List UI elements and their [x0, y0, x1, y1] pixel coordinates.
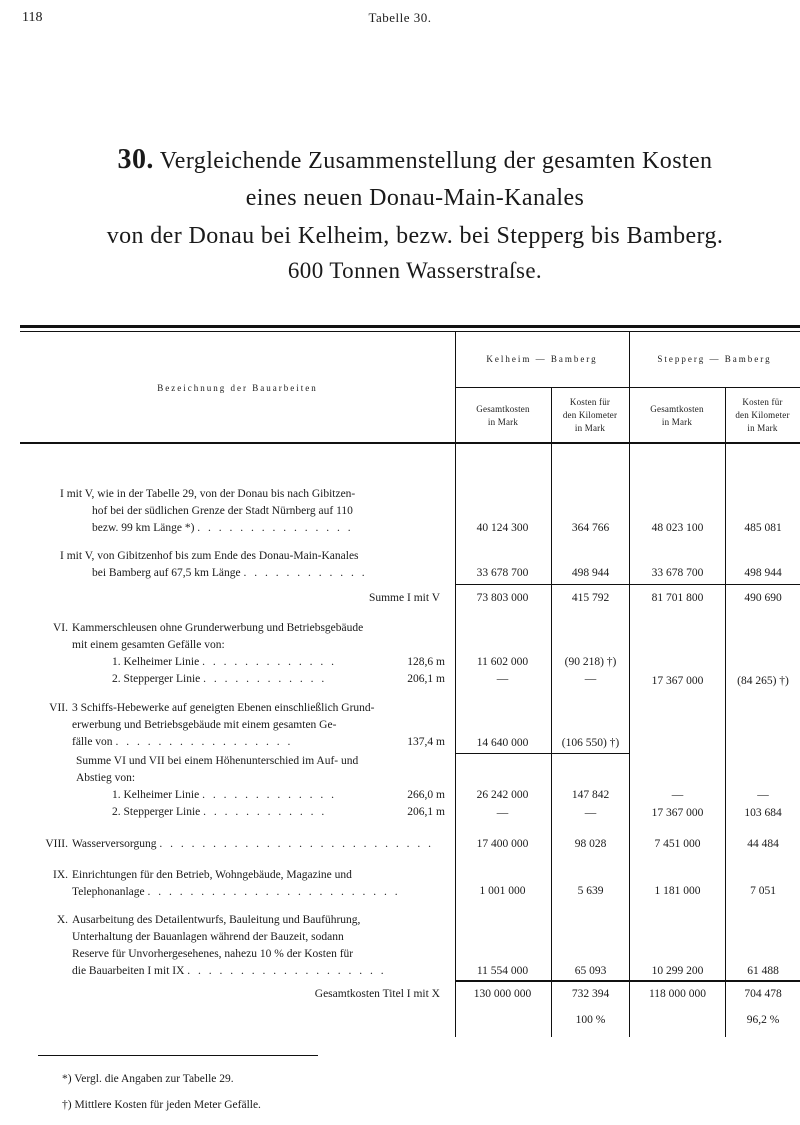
running-header: Tabelle 30.: [368, 10, 432, 25]
cell-value: 130 000 000: [473, 988, 532, 1000]
cell-value: 61 488: [747, 965, 779, 977]
col-divider-4: [725, 387, 726, 1037]
col-header-km-s: Kosten für den Kilometer in Mark: [735, 397, 790, 433]
roman-numeral: X.: [56, 914, 68, 926]
cell-value: 14 640 000: [476, 737, 529, 749]
cell-value: 40 124 300: [476, 522, 529, 534]
cell-value: 11 554 000: [476, 965, 529, 977]
col-header-total-k: Gesamtkosten in Mark: [476, 404, 530, 427]
cell-value: 364 766: [571, 522, 610, 534]
roman-numeral: IX.: [52, 869, 68, 881]
row-value: 137,4 m: [407, 736, 445, 748]
row-text: hof bei der südlichen Grenze der Stadt Nürnberg auf 110: [92, 505, 353, 517]
cell-value: —: [584, 673, 597, 685]
cell-value: 17 367 000: [651, 675, 704, 687]
cell-value: 732 394: [571, 988, 610, 1000]
cell-value: 17 400 000: [476, 838, 529, 850]
cell-value: 33 678 700: [476, 567, 529, 579]
cell-value: 81 701 800: [651, 592, 704, 604]
row-text: 1. Kelheimer Linie: [112, 656, 200, 668]
row-text: Unterhaltung der Bauanlagen während der Bauzeit, sodann: [72, 931, 344, 943]
cell-value: (106 550) †): [561, 737, 620, 749]
total-rule: [455, 980, 800, 982]
row-text: bei Bamberg auf 67,5 km Länge: [92, 567, 241, 579]
row-text: 3 Schiffs-Hebewerke auf geneigten Ebenen einschließlich Grund-: [72, 702, 375, 714]
cell-value: 103 684: [744, 807, 782, 819]
row-value: 128,6 m: [407, 656, 445, 668]
row-text: fälle von: [72, 736, 113, 748]
cell-value: 118 000 000: [648, 988, 707, 1000]
total-label: Gesamtkosten Titel I mit X: [314, 988, 440, 1000]
group-header-kelheim: Kelheim — Bamberg: [486, 354, 598, 364]
cell-value: —: [671, 789, 684, 801]
page-number: 118: [22, 10, 43, 25]
row-text: erwerbung und Betriebsgebäude mit einem gesamten Ge-: [72, 719, 337, 731]
sum-rule: [455, 584, 800, 585]
cell-value: —: [496, 807, 509, 819]
cell-value: —: [757, 789, 769, 801]
group-header-rule: [455, 387, 800, 388]
cell-value: 7 451 000: [654, 838, 701, 850]
cell-value: 485 081: [744, 522, 782, 534]
cell-value: 98 028: [574, 838, 607, 850]
row-text: Telephonanlage: [72, 886, 145, 898]
cell-value: 7 051: [750, 885, 776, 897]
row-ix-einrichtungen: IX. Einrichtungen für den Betrieb, Wohngebäude, Magazine und Telephonanlage . . . . . . . . . . . . . . . . . . . . . . . .: [40, 867, 445, 901]
row-text: mit einem gesamten Gefälle von:: [72, 639, 225, 651]
roman-numeral: VIII.: [45, 838, 68, 850]
subtitle: 600 Tonnen Wasserstraſse.: [287, 258, 543, 283]
sum-i-v-label: Summe I mit V: [368, 592, 440, 604]
row-viii-wasserversorgung: VIII. Wasserversorgung . . . . . . . . . . . . . . . . . . . . . . . . . .: [40, 836, 445, 853]
row-text: 2. Stepperger Linie: [112, 806, 201, 818]
row-value: 266,0 m: [407, 789, 445, 801]
cell-value: 48 023 100: [651, 522, 704, 534]
row-value: 206,1 m: [407, 806, 445, 818]
cell-value: —: [496, 673, 509, 685]
row-text: I mit V, von Gibitzenhof bis zum Ende des Donau-Main-Kanales: [60, 550, 359, 562]
row-text: Summe VI und VII bei einem Höhenunterschied im Auf- und: [76, 755, 359, 767]
title-line-2: eines neuen Donau-Main-Kanales: [245, 185, 585, 211]
footnote-rule: [38, 1055, 318, 1056]
row-vii-hebewerke: VII. 3 Schiffs-Hebewerke auf geneigten Ebenen einschließlich Grund- erwerbung und Betriebsgebäude mit einem gesamten Ge- fälle von . . . . . . . . . . . . . . . . . 137,4 m: [40, 700, 445, 751]
row-vi-kammerschleusen: VI. Kammerschleusen ohne Grunderwerbung und Betriebsgebäude mit einem gesamten Gefälle von: 1. Kelheimer Linie . . . . . . . . . . . . . 128,6 m 2. Stepperger Linie . . . . . . . . . . . . 206,1 m: [40, 620, 445, 688]
row-i-v-bamberg: I mit V, von Gibitzenhof bis zum Ende des Donau-Main-Kanales bei Bamberg auf 67,5 km Länge . . . . . . . . . . . .: [40, 548, 445, 582]
row-text: Kammerschleusen ohne Grunderwerbung und Betriebsgebäude: [72, 622, 364, 634]
cell-percent: 96,2 %: [746, 1014, 780, 1026]
cell-value: 11 602 000: [476, 656, 529, 668]
table-top-rule: [20, 325, 800, 328]
row-text: bezw. 99 km Länge *): [92, 522, 195, 534]
row-text: Wasserversorgung: [72, 838, 157, 850]
cell-value: —: [584, 807, 597, 819]
roman-numeral: VII.: [49, 702, 68, 714]
row-value: 206,1 m: [407, 673, 445, 685]
cell-value: 33 678 700: [651, 567, 704, 579]
header-bottom-rule: [20, 442, 800, 444]
cell-value: 44 484: [747, 838, 779, 850]
row-i-v-nuernberg: I mit V, wie in der Tabelle 29, von der Donau bis nach Gibitzen- hof bei der südlichen Grenze der Stadt Nürnberg auf 110 bezw. 99 km Länge *) . . . . . . . . . . . . . . .: [40, 486, 445, 537]
row-text: Einrichtungen für den Betrieb, Wohngebäude, Magazine und: [72, 869, 352, 881]
title-line-3: von der Donau bei Kelheim, bezw. bei Stepperg bis Bamberg.: [106, 223, 724, 249]
cell-value: 10 299 200: [651, 965, 704, 977]
row-text: Reserve für Unvorhergesehenes, nahezu 10 % der Kosten für: [72, 948, 354, 960]
cell-value: (84 265) †): [737, 675, 789, 687]
cell-value: 65 093: [574, 965, 607, 977]
col-header-km-k: Kosten für den Kilometer in Mark: [562, 397, 618, 433]
cell-percent: 100 %: [575, 1014, 606, 1026]
row-text: Ausarbeitung des Detailentwurfs, Bauleitung und Bauführung,: [72, 914, 361, 926]
cell-value: 26 242 000: [476, 789, 529, 801]
title-text-1: Vergleichende Zusammenstellung der gesamten Kosten: [159, 148, 713, 174]
cell-value: 1 181 000: [654, 885, 701, 897]
col-divider-2: [551, 387, 552, 1037]
table-top-rule-thin: [20, 331, 800, 332]
cell-value: 490 690: [744, 592, 782, 604]
sum-rule: [455, 753, 629, 754]
cell-value: 1 001 000: [479, 885, 526, 897]
row-text: 1. Kelheimer Linie: [112, 789, 200, 801]
cell-value: 498 944: [571, 567, 610, 579]
table-number: 30.: [117, 144, 154, 175]
row-text: die Bauarbeiten I mit IX: [72, 965, 185, 977]
row-text: 2. Stepperger Linie: [112, 673, 201, 685]
footnote-2: †) Mittlere Kosten für jeden Meter Gefälle.: [62, 1099, 261, 1111]
cell-value: 147 842: [571, 789, 610, 801]
roman-numeral: VI.: [52, 622, 68, 634]
cell-value: 498 944: [744, 567, 782, 579]
footnote-1: *) Vergl. die Angaben zur Tabelle 29.: [62, 1073, 234, 1085]
cell-value: 415 792: [571, 592, 610, 604]
cell-value: 5 639: [577, 885, 604, 897]
cell-value: 17 367 000: [651, 807, 704, 819]
row-text: I mit V, wie in der Tabelle 29, von der Donau bis nach Gibitzen-: [60, 488, 356, 500]
row-text: Abstieg von:: [76, 772, 136, 784]
group-header-stepperg: Stepperg — Bamberg: [657, 354, 772, 364]
col-header-total-s: Gesamtkosten in Mark: [650, 404, 704, 427]
description-header: Bezeichnung der Bauarbeiten: [157, 383, 318, 393]
row-sum-vi-vii: Summe VI und VII bei einem Höhenunterschied im Auf- und Abstieg von: 1. Kelheimer Linie . . . . . . . . . . . . . 266,0 m 2. Stepperger Linie . . . . . . . . . . . . 206,1 m: [40, 753, 445, 821]
cell-value: (90 218) †): [564, 656, 617, 668]
row-x-ausarbeitung: X. Ausarbeitung des Detailentwurfs, Bauleitung und Bauführung, Unterhaltung der Bauanlagen während der Bauzeit, sodann Reserve für Unvorhergesehenes, nahezu 10 % der Kosten für die Bauarbeiten I mit IX . . . . . . . . . . . . . . . . . . .: [40, 912, 445, 980]
cell-value: 704 478: [744, 988, 782, 1000]
title-line-1: [0, 142, 800, 179]
cell-value: 73 803 000: [476, 592, 529, 604]
